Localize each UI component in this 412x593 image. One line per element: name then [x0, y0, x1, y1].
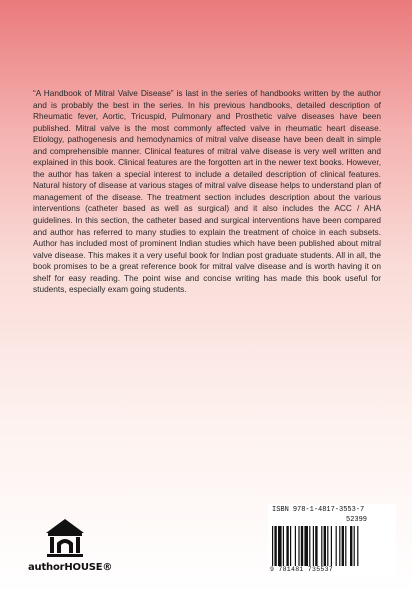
isbn-barcode — [268, 504, 396, 576]
isbn-label: ISBN — [272, 506, 289, 514]
barcode-bars — [272, 526, 392, 566]
authorhouse-house-logo-icon — [44, 517, 86, 559]
isbn-line — [272, 506, 396, 515]
book-description: “A Handbook of Mitral Valve Disease” is last in the series of handbooks written by the author and is probably the best in the series. In his previous handbooks, detailed description of Rheumatic fever, Aortic, Tricuspid, Pulmonary and Prosthetic valve diseases have been published. Mitral valve is the most commonly affected valve in rheumatic heart disease. Etiology, pathogenesis and hemodynamics of mitral valve disease have been dealt in simple and comprehensible manner. Clinical features of mitral valve disease is very well written and explained in this book. Clinical features are the forgotten art in the newer text books. However, the author has taken a special interest to include a detailed description of clinical features. Natural history of disease at various stages of mitral valve disease helps to understand plan of management of the disease. The treatment section includes description about the various interventions (catheter based as well as surgical) and it also includes the ACC / AHA guidelines. In this section, the catheter based and surgical interventions have been compared and author has referred to many studies to explain the treatment of choice in each subsets. Author has included most of prominent Indian studies which have been published about mitral valve disease. This makes it a very useful book for Indian post graduate students. All in all, the book promises to be a great reference book for mitral valve disease and is worth having it on shelf for easy reading. The point wise and concise writing has made this book useful for students, especially exam going students. — [33, 88, 381, 295]
publisher-name: authorHOUSE® — [28, 562, 113, 573]
price-code: 52399 — [346, 516, 368, 524]
barcode-number: 9 781481 735537 — [270, 566, 334, 573]
isbn-number: 978-1-4817-3553-7 — [292, 506, 365, 514]
publisher-block — [28, 517, 138, 577]
